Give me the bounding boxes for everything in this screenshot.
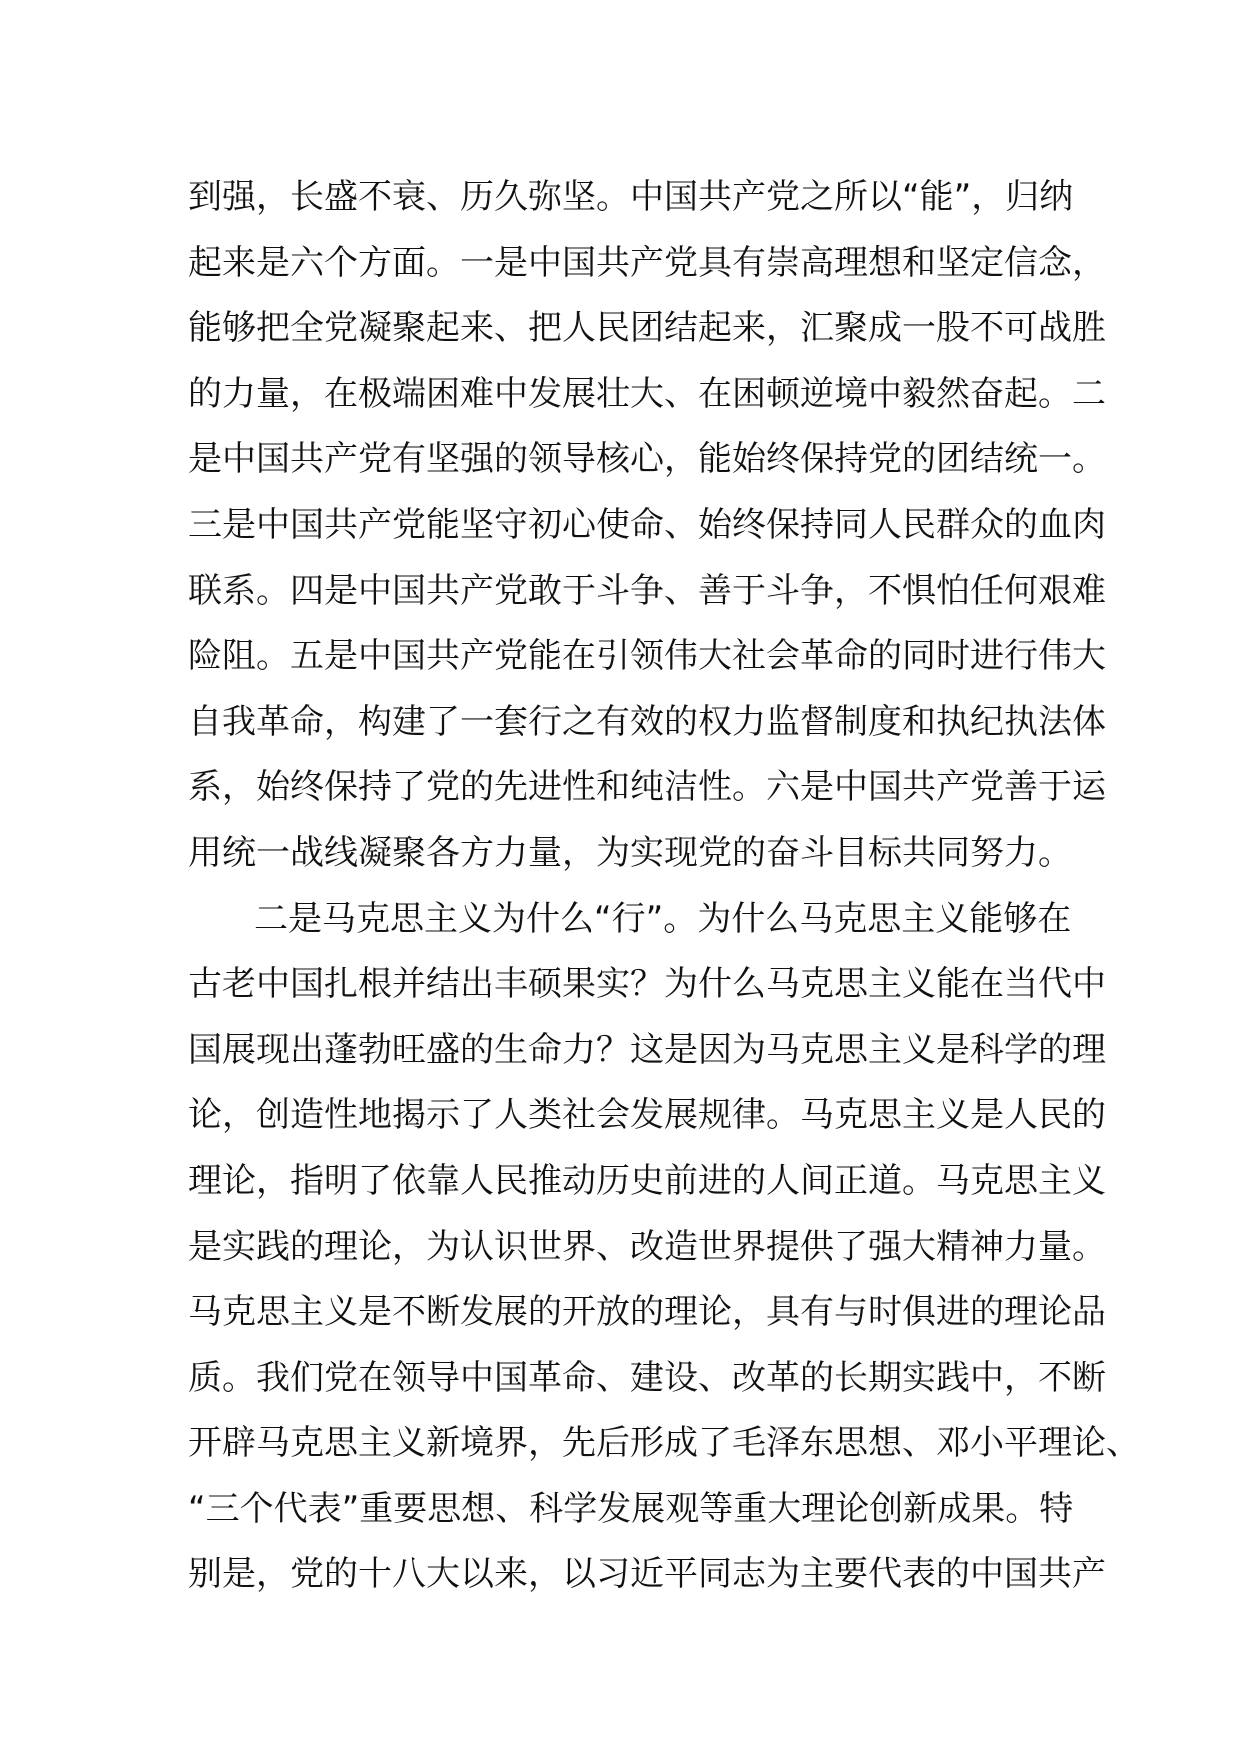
- text-line: 古老中国扎根并结出丰硕果实？为什么马克思主义能在当代中: [188, 964, 1106, 1005]
- text-line: 是实践的理论，为认识世界、改造世界提供了强大精神力量。: [188, 1226, 1106, 1267]
- body-text: [188, 165, 1140, 1608]
- text-line: 到强，长盛不衰、历久弥坚。中国共产党之所以“能”，归纳: [188, 177, 1074, 217]
- paragraph-2: [188, 887, 1140, 1609]
- paragraph-1: [188, 165, 1106, 887]
- text-line: 马克思主义是不断发展的开放的理论，具有与时俱进的理论品: [188, 1292, 1106, 1333]
- text-line: 自我革命，构建了一套行之有效的权力监督制度和执纪执法体: [188, 701, 1106, 742]
- text-line: 联系。四是中国共产党敢于斗争、善于斗争，不惧怕任何艰难: [188, 570, 1106, 611]
- text-line: 开辟马克思主义新境界，先后形成了毛泽东思想、邓小平理论、: [188, 1423, 1140, 1464]
- text-line: 用统一战线凝聚各方力量，为实现党的奋斗目标共同努力。: [188, 832, 1072, 873]
- text-line: 理论，指明了依靠人民推动历史前进的人间正道。马克思主义: [188, 1160, 1106, 1201]
- text-line: 论，创造性地揭示了人类社会发展规律。马克思主义是人民的: [188, 1095, 1106, 1136]
- text-line: 三是中国共产党能坚守初心使命、始终保持同人民群众的血肉: [188, 504, 1106, 545]
- text-line: 系，始终保持了党的先进性和纯洁性。六是中国共产党善于运: [188, 767, 1106, 808]
- text-line: 起来是六个方面。一是中国共产党具有崇高理想和坚定信念，: [188, 242, 1106, 283]
- text-line: 别是，党的十八大以来，以习近平同志为主要代表的中国共产: [188, 1554, 1106, 1595]
- text-line: 险阻。五是中国共产党能在引领伟大社会革命的同时进行伟大: [188, 636, 1106, 677]
- text-line: 二是马克思主义为什么“行”。为什么马克思主义能够在: [254, 898, 1072, 939]
- text-line: 能够把全党凝聚起来、把人民团结起来，汇聚成一股不可战胜: [188, 308, 1106, 349]
- text-line: 是中国共产党有坚强的领导核心，能始终保持党的团结统一。: [188, 439, 1106, 480]
- text-line: “三个代表”重要思想、科学发展观等重大理论创新成果。特: [188, 1488, 1074, 1529]
- text-line: 的力量，在极端困难中发展壮大、在困顿逆境中毅然奋起。二: [188, 373, 1106, 414]
- text-line: 质。我们党在领导中国革命、建设、改革的长期实践中，不断: [188, 1357, 1106, 1398]
- text-line: 国展现出蓬勃旺盛的生命力？这是因为马克思主义是科学的理: [188, 1029, 1106, 1070]
